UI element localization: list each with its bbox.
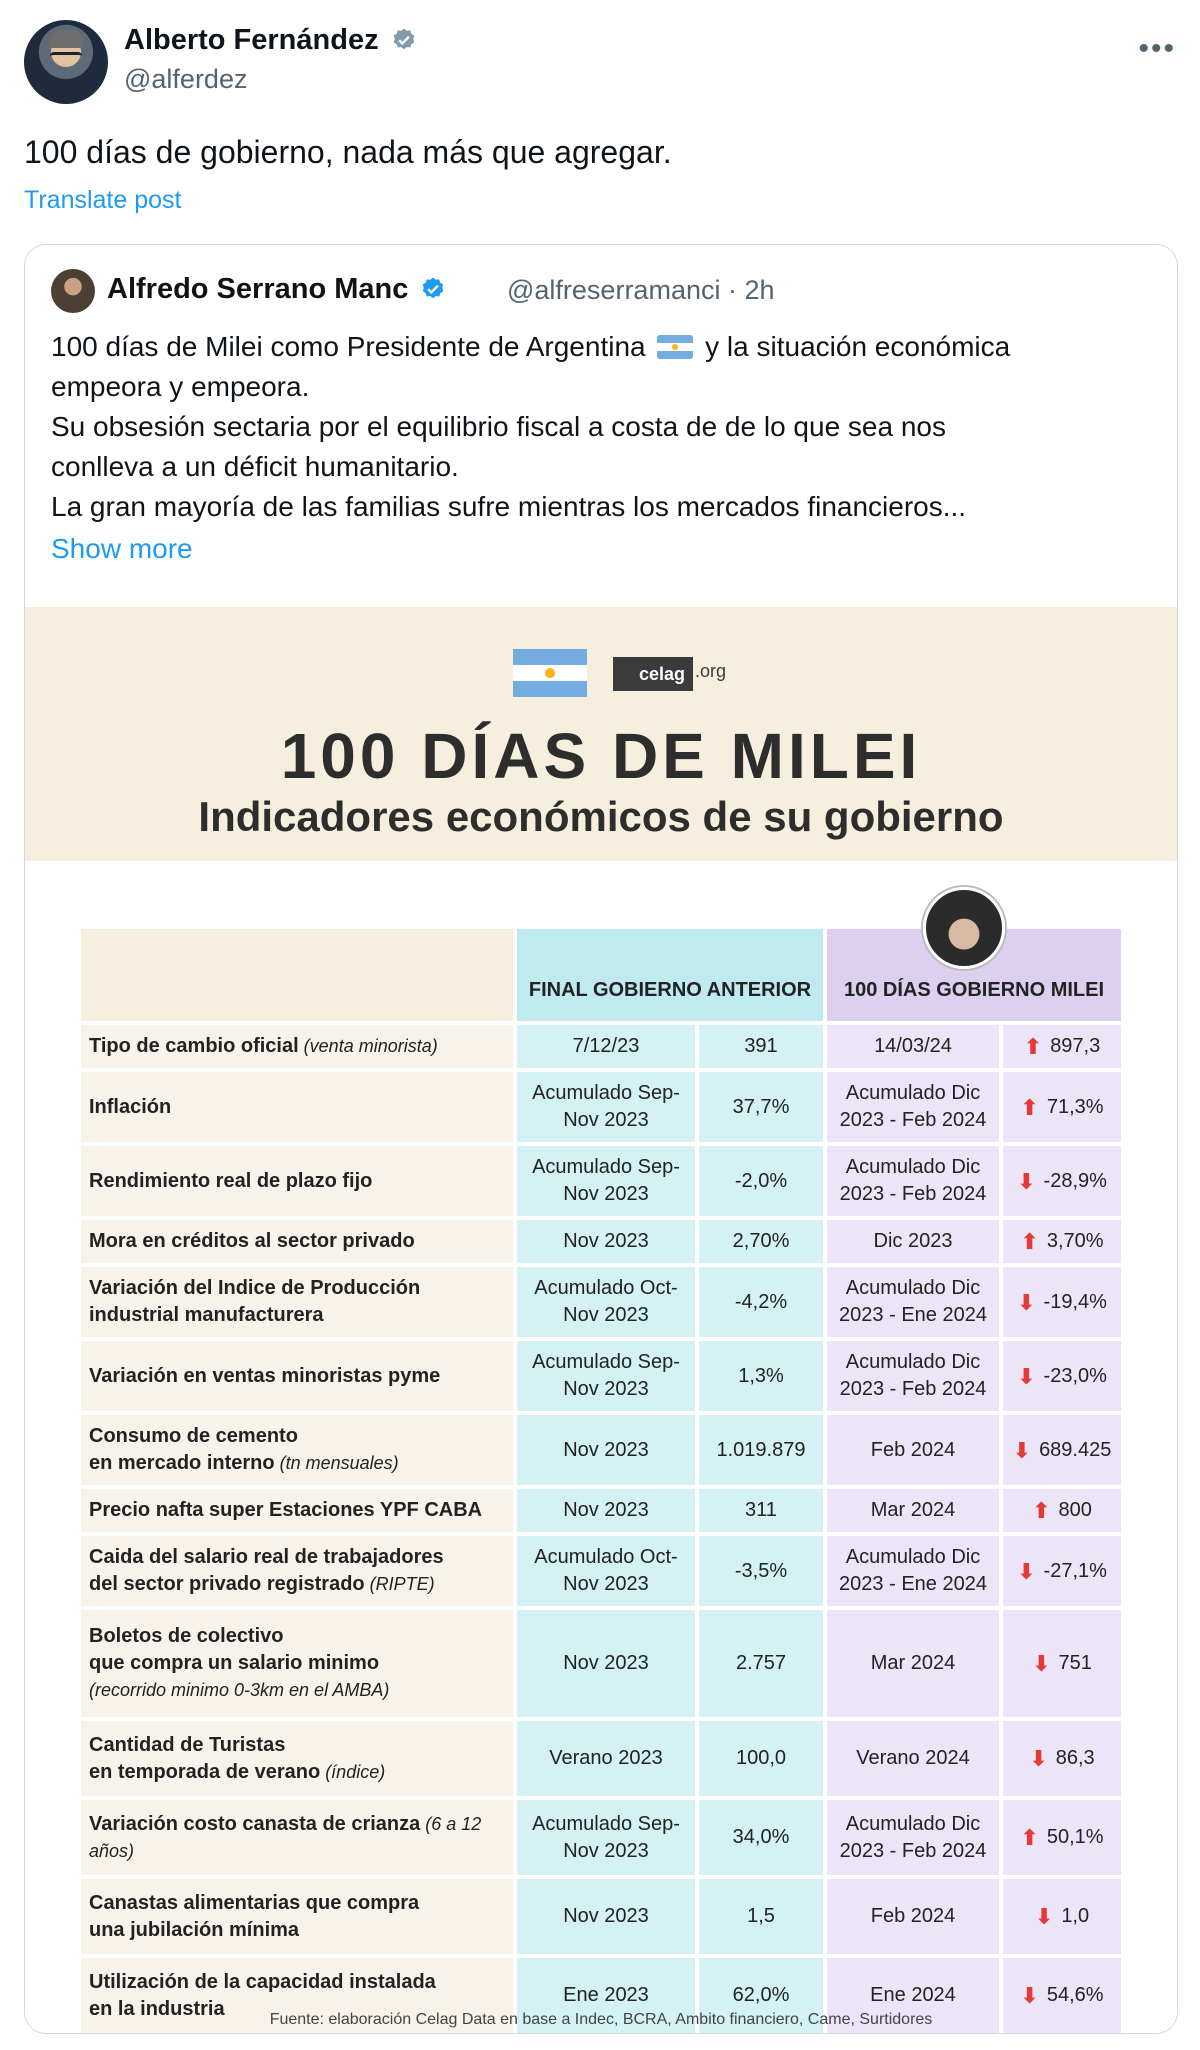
- prev-value: [699, 1879, 823, 1954]
- author-avatar[interactable]: [24, 20, 108, 104]
- prev-period: [517, 1267, 695, 1337]
- milei-period: [827, 1220, 999, 1263]
- table-row: [81, 1879, 1121, 1954]
- prev-period-text: Verano 2023: [549, 1747, 663, 1769]
- show-more-link[interactable]: Show more: [51, 533, 193, 564]
- arrow-down-icon: ⬇: [1012, 1437, 1032, 1463]
- quoted-text-line-1b: y la situación económica: [705, 331, 1011, 362]
- row-label: [81, 1415, 513, 1485]
- row-label: [81, 1489, 513, 1532]
- infographic-subtitle: Indicadores económicos de su gobierno: [198, 793, 1004, 840]
- row-label: [81, 1341, 513, 1411]
- prev-value-text: 1,5: [747, 1905, 775, 1927]
- argentina-flag-icon: [657, 335, 693, 359]
- arrow-down-icon: ⬇: [1032, 1651, 1051, 1676]
- milei-period-text: Feb 2024: [870, 1905, 956, 1927]
- row-label-text: Inflación: [89, 1095, 172, 1118]
- prev-period-text: Acumulado Oct- Nov 2023: [534, 1546, 678, 1595]
- milei-value-text: 50,1%: [1046, 1826, 1104, 1848]
- milei-value-text: 71,3%: [1046, 1095, 1104, 1118]
- arrow-down-icon: ⬇: [1017, 1168, 1036, 1194]
- prev-period-text: Nov 2023: [563, 1652, 649, 1674]
- arrow-down-icon: ⬇: [1017, 1289, 1036, 1315]
- milei-value-text: -23,0%: [1043, 1364, 1107, 1387]
- prev-period-text: 7/12/23: [572, 1035, 640, 1057]
- milei-period-text: 14/03/24: [874, 1035, 952, 1057]
- prev-period: [517, 1341, 695, 1411]
- indicators-table: [81, 929, 1121, 2033]
- quoted-text-line-3: Su obsesión sectaria por el equilibrio fiscal a costa de de lo que sea nos: [51, 411, 946, 442]
- row-label-wrap: [89, 1544, 444, 1598]
- table-row: [81, 1800, 1121, 1875]
- milei-period: [827, 1146, 999, 1216]
- milei-value: [1003, 1146, 1121, 1216]
- row-label-note: (tn mensuales): [274, 1453, 399, 1473]
- table-row: [81, 1415, 1121, 1485]
- infographic-source: Fuente: elaboración Celag Data en base a Indec, BCRA, Ambito financiero, Came, Surtidores: [269, 2011, 933, 2028]
- prev-period: [517, 1489, 695, 1532]
- verified-gray-icon: [391, 27, 417, 53]
- row-label-text: Variación del Indice de Producción industrial manufacturera: [89, 1277, 421, 1326]
- prev-value-text: 2,70%: [732, 1230, 790, 1252]
- milei-value: [1003, 1220, 1121, 1263]
- translate-post-link[interactable]: Translate post: [24, 186, 182, 214]
- row-label-wrap: [89, 1033, 438, 1060]
- row-label-text: Cantidad de Turistas en temporada de verano: [89, 1733, 321, 1783]
- milei-period: [827, 1415, 999, 1485]
- milei-value: [1003, 1879, 1121, 1954]
- infographic-image[interactable]: [25, 607, 1177, 2034]
- quoted-post-card[interactable]: [24, 244, 1178, 2034]
- milei-value-text: -27,1%: [1043, 1559, 1107, 1582]
- prev-period-text: Ene 2023: [563, 1984, 649, 2006]
- prev-value: [699, 1800, 823, 1875]
- quoted-author-name-row[interactable]: [107, 273, 446, 306]
- row-label: [81, 1879, 513, 1954]
- milei-value: [1003, 1489, 1121, 1532]
- row-label-text: Canastas alimentarias que compra una jubilación mínima: [89, 1891, 420, 1941]
- arrow-down-icon: ⬇: [1020, 1983, 1039, 2008]
- prev-value: [699, 1610, 823, 1717]
- milei-value-text: 54,6%: [1046, 1984, 1104, 2006]
- milei-period: [827, 1489, 999, 1532]
- row-label: [81, 1536, 513, 1606]
- author-name-row[interactable]: [124, 24, 417, 57]
- prev-period: [517, 1415, 695, 1485]
- author-name[interactable]: Alberto Fernández: [124, 24, 379, 56]
- prev-period: [517, 1072, 695, 1142]
- milei-period-text: Acumulado Dic 2023 - Feb 2024: [839, 1082, 987, 1131]
- row-label-text: Tipo de cambio oficial: [89, 1035, 299, 1057]
- milei-period-text: Acumulado Dic 2023 - Feb 2024: [839, 1156, 987, 1205]
- prev-value-text: 391: [744, 1035, 778, 1057]
- celag-logo-suffix: .org: [695, 661, 727, 681]
- prev-value: [699, 1415, 823, 1485]
- quoted-post-text: [51, 327, 1151, 527]
- prev-value: [699, 1146, 823, 1216]
- row-label-wrap: [89, 1811, 513, 1865]
- row-label-note: (recorrido minimo 0-3km en el AMBA): [89, 1680, 390, 1700]
- milei-period: [827, 1341, 999, 1411]
- prev-period-text: Nov 2023: [563, 1438, 649, 1461]
- quoted-text-line-2: empeora y empeora.: [51, 371, 310, 402]
- milei-value-text: -19,4%: [1043, 1290, 1107, 1313]
- row-label-note: (6 a 12 años): [89, 1813, 482, 1861]
- milei-period: [827, 1721, 999, 1796]
- row-label-wrap: [89, 1423, 399, 1477]
- milei-period-text: Acumulado Dic 2023 - Ene 2024: [839, 1546, 987, 1595]
- quoted-author-avatar[interactable]: [51, 269, 95, 313]
- prev-value-text: 100,0: [735, 1747, 787, 1769]
- prev-period: [517, 1879, 695, 1954]
- milei-value-text: 86,3: [1055, 1747, 1095, 1769]
- arrow-up-icon: ⬆: [1032, 1498, 1051, 1523]
- row-label-text: Mora en créditos al sector privado: [89, 1230, 415, 1252]
- milei-value-text: 3,70%: [1046, 1230, 1104, 1252]
- arrow-down-icon: ⬇: [1029, 1746, 1048, 1771]
- row-label: [81, 1072, 513, 1142]
- milei-period-text: Acumulado Dic 2023 - Ene 2024: [839, 1277, 987, 1326]
- milei-value: [1003, 1341, 1121, 1411]
- header-milei-government: 100 DÍAS GOBIERNO MILEI: [827, 929, 1121, 1021]
- prev-period: [517, 1536, 695, 1606]
- milei-value: [1003, 1267, 1121, 1337]
- prev-period: [517, 1800, 695, 1875]
- more-options-icon[interactable]: •••: [1138, 32, 1176, 65]
- row-label-text: Rendimiento real de plazo fijo: [89, 1169, 373, 1192]
- table-row: [81, 1146, 1121, 1216]
- post-text: 100 días de gobierno, nada más que agregar.: [24, 134, 672, 170]
- prev-value: [699, 1721, 823, 1796]
- quoted-text-line-1: 100 días de Milei como Presidente de Argentina: [51, 331, 646, 362]
- milei-period: [827, 1267, 999, 1337]
- milei-value-text: 897,3: [1050, 1035, 1101, 1057]
- prev-value-text: 34,0%: [732, 1826, 790, 1848]
- milei-period-text: Ene 2024: [870, 1984, 956, 2006]
- prev-value-text: 1,3%: [738, 1364, 784, 1387]
- prev-period-text: Acumulado Sep- Nov 2023: [532, 1812, 680, 1862]
- milei-portrait: [923, 887, 1005, 969]
- prev-value: [699, 1267, 823, 1337]
- row-label: [81, 1025, 513, 1068]
- header-previous-government: FINAL GOBIERNO ANTERIOR: [517, 929, 823, 1021]
- row-label-note: (índice): [320, 1761, 386, 1782]
- prev-value-text: -3,5%: [734, 1559, 788, 1582]
- quoted-post-header: [51, 269, 1151, 313]
- milei-period: [827, 1025, 999, 1068]
- prev-period-text: Acumulado Sep- Nov 2023: [532, 1082, 680, 1131]
- row-label-note: (venta minorista): [298, 1036, 438, 1056]
- row-label-text: Precio nafta super Estaciones YPF CABA: [89, 1499, 483, 1521]
- milei-value: [1003, 1536, 1121, 1606]
- milei-value: [1003, 1721, 1121, 1796]
- prev-value: [699, 1220, 823, 1263]
- milei-value-text: 1,0: [1061, 1905, 1090, 1927]
- table-row: [81, 1220, 1121, 1263]
- row-label-wrap: [89, 1623, 389, 1704]
- prev-value-text: 62,0%: [732, 1984, 790, 2006]
- quoted-author-name[interactable]: Alfredo Serrano Manc: [107, 273, 409, 305]
- prev-value-text: 1.019.879: [716, 1438, 806, 1461]
- post-header: [24, 18, 1176, 108]
- prev-value-text: 2.757: [735, 1652, 787, 1674]
- argentina-flag-icon: [513, 649, 587, 697]
- row-label-text: Variación costo canasta de crianza: [89, 1812, 421, 1835]
- arrow-up-icon: ⬆: [1020, 1229, 1039, 1254]
- celag-logo: celag: [613, 657, 693, 691]
- row-label-text: Boletos de colectivo que compra un salario minimo: [89, 1625, 380, 1674]
- milei-period-text: Mar 2024: [870, 1652, 956, 1674]
- row-label-wrap: [89, 1732, 385, 1786]
- prev-value: [699, 1489, 823, 1532]
- row-label-text: Caida del salario real de trabajadores del sector privado registrado: [89, 1546, 444, 1595]
- milei-value: [1003, 1072, 1121, 1142]
- verified-blue-icon: [420, 276, 446, 302]
- quoted-text-line-4: conlleva a un déficit humanitario.: [51, 451, 459, 482]
- milei-value: [1003, 1610, 1121, 1717]
- milei-period-text: Verano 2024: [856, 1747, 970, 1769]
- header-blank-cell: [81, 929, 513, 1021]
- prev-value: [699, 1025, 823, 1068]
- table-row: [81, 1267, 1121, 1337]
- prev-period: [517, 1721, 695, 1796]
- avatar-glasses: [50, 52, 82, 60]
- table-row: [81, 1489, 1121, 1532]
- milei-value-text: 689.425: [1039, 1438, 1112, 1461]
- arrow-up-icon: ⬆: [1020, 1094, 1039, 1120]
- row-label: [81, 1721, 513, 1796]
- row-label-text: Consumo de cemento en mercado interno: [89, 1425, 298, 1474]
- table-row: [81, 1025, 1121, 1068]
- milei-period: [827, 1879, 999, 1954]
- infographic-title: 100 DÍAS DE MILEI: [280, 720, 922, 792]
- milei-period: [827, 1610, 999, 1717]
- milei-period-text: Feb 2024: [870, 1438, 956, 1461]
- row-label: [81, 1267, 513, 1337]
- milei-period: [827, 1536, 999, 1606]
- row-label: [81, 1220, 513, 1263]
- milei-value-text: 751: [1058, 1652, 1092, 1674]
- table-row: [81, 1721, 1121, 1796]
- prev-value-text: 37,7%: [732, 1095, 790, 1118]
- row-label: [81, 1146, 513, 1216]
- prev-period: [517, 1146, 695, 1216]
- milei-period-text: Acumulado Dic 2023 - Feb 2024: [839, 1812, 987, 1862]
- milei-period: [827, 1072, 999, 1142]
- prev-value: [699, 1072, 823, 1142]
- prev-period: [517, 1220, 695, 1263]
- prev-value-text: -4,2%: [734, 1290, 788, 1313]
- row-label-note: (RIPTE): [364, 1574, 435, 1594]
- prev-period: [517, 1025, 695, 1068]
- row-label-text: Variación en ventas minoristas pyme: [89, 1364, 441, 1387]
- avatar-hair: [48, 30, 84, 48]
- prev-period-text: Nov 2023: [563, 1905, 649, 1927]
- prev-value-text: 311: [745, 1499, 777, 1521]
- row-label: [81, 1800, 513, 1875]
- table-row: [81, 1610, 1121, 1717]
- milei-period-text: Acumulado Dic 2023 - Feb 2024: [839, 1351, 987, 1400]
- quoted-author-handle[interactable]: @alfreserramanci · 2h: [507, 275, 775, 305]
- milei-period-text: Mar 2024: [870, 1499, 956, 1521]
- prev-period-text: Nov 2023: [563, 1230, 649, 1252]
- milei-value: [1003, 1025, 1121, 1068]
- prev-value: [699, 1341, 823, 1411]
- arrow-down-icon: ⬇: [1017, 1558, 1036, 1584]
- arrow-up-icon: ⬆: [1020, 1825, 1039, 1850]
- milei-value: [1003, 1415, 1121, 1485]
- arrow-down-icon: ⬇: [1017, 1363, 1036, 1389]
- arrow-up-icon: ⬆: [1023, 1034, 1043, 1059]
- table-body: [81, 1025, 1121, 2033]
- table-row: [81, 1072, 1121, 1142]
- row-label-text: Utilización de la capacidad instalada en la industria: [89, 1970, 436, 2020]
- prev-value: [699, 1536, 823, 1606]
- quoted-text-line: [51, 327, 1151, 367]
- arrow-down-icon: ⬇: [1034, 1904, 1054, 1929]
- author-handle[interactable]: @alferdez: [124, 64, 248, 94]
- prev-period-text: Nov 2023: [563, 1499, 649, 1521]
- prev-period: [517, 1610, 695, 1717]
- table-row: [81, 1341, 1121, 1411]
- prev-value-text: -2,0%: [734, 1169, 788, 1192]
- prev-period-text: Acumulado Oct- Nov 2023: [534, 1277, 678, 1326]
- table-row: [81, 1536, 1121, 1606]
- infographic-banner: [25, 607, 1177, 861]
- prev-period-text: Acumulado Sep- Nov 2023: [532, 1351, 680, 1400]
- quoted-text-line-5: La gran mayoría de las familias sufre mientras los mercados financieros...: [51, 491, 967, 522]
- prev-period-text: Acumulado Sep- Nov 2023: [532, 1156, 680, 1205]
- milei-value: [1003, 1800, 1121, 1875]
- milei-value-text: -28,9%: [1043, 1169, 1107, 1192]
- milei-value-text: 800: [1058, 1499, 1092, 1521]
- milei-period-text: Dic 2023: [873, 1230, 953, 1252]
- milei-period: [827, 1800, 999, 1875]
- row-label: [81, 1610, 513, 1717]
